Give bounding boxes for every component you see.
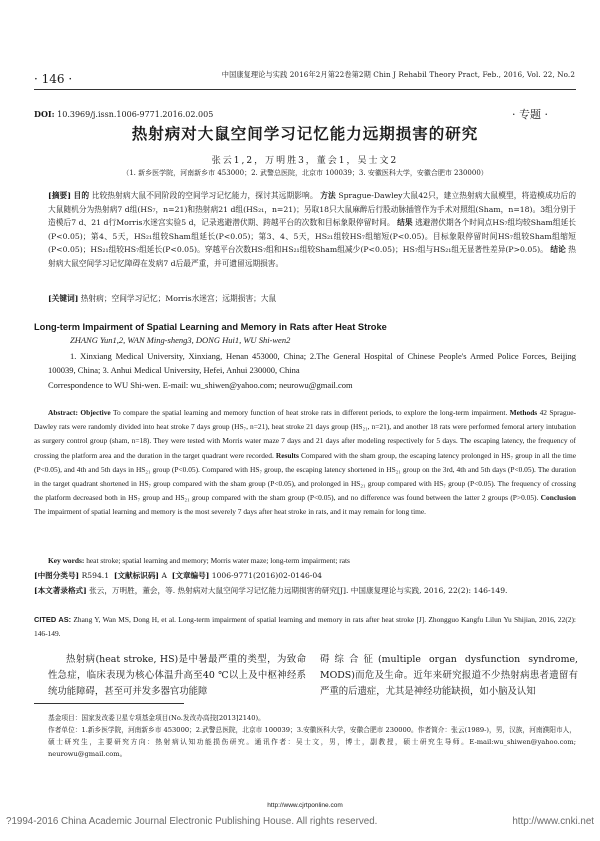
footnotes: [48, 712, 576, 760]
clc-value: R594.1: [81, 571, 110, 580]
running-head: 中国康复理论与实践 2016年2月第22卷第2期 Chin J Rehabil Theory Pract, Feb., 2016, Vol. 22, No.2: [221, 70, 575, 79]
doi-link[interactable]: 10.3969/j.issn.1006-9771.2016.02.005: [57, 110, 214, 119]
footnote-divider: [34, 703, 184, 704]
cited-as-label: CITED AS:: [34, 615, 72, 624]
citation-format-label: [本文著录格式]: [34, 586, 87, 595]
objective-label-en: Objective: [80, 408, 111, 417]
clc-label: [中图分类号]: [34, 571, 80, 580]
body-column-right: 碍综合征(multiple organ dysfunction syndrome, MODS)而危及生命。近年来研究报道不少热射病患者遗留有严重的后遗症，尤其是神经功能缺损，如小脑及认知: [320, 654, 578, 697]
conclusion-label-en: Conclusion: [540, 493, 576, 503]
footnote-fund: 基金项目：国家发改委卫星专项基金项目(No.发改办高技[2013]2140)。: [48, 714, 265, 722]
citation-format-cn: [34, 584, 576, 598]
affiliations-cn: （1. 新乡医学院，河南新乡市 453000；2. 武警总医院，北京市 100039；3. 安徽医科大学，安徽合肥市 230000）: [122, 169, 488, 177]
affiliations-en-text: 1. Xinxiang Medical University, Xinxiang, Henan 453000, China; 2.The General Hospital of Chinese People's Armed Police Forces, Beijing 100039, China; 3. Anhui Medical University, Hefei, Anhui 230000, China: [48, 351, 576, 376]
citation-format-text: 张云，万明胜，董会，等. 热射病对大鼠空间学习记忆能力远期损害的研究[J]. 中国康复理论与实践, 2016, 22(2): 146-149.: [89, 586, 508, 595]
affiliations-en: [48, 349, 576, 392]
body-column-left: 热射病(heat stroke, HS)是中暑最严重的类型，为致命性急症，临床表现为核心体温升高至40 ℃以上及中枢神经系统功能障碍，甚至可并发多器官功能障: [48, 654, 306, 697]
article-no-value: 1006-9771(2016)02-0146-04: [211, 571, 323, 580]
abstract-en-label: Abstract:: [48, 408, 78, 417]
article-no-label: [文章编号]: [171, 571, 210, 580]
article-title-cn: 热射病对大鼠空间学习记忆能力远期损害的研究: [131, 124, 479, 143]
methods-text-cn: Sprague-Dawley大鼠42只，建立热射病大鼠模型，将造模成功后的大鼠随机分为热射病7 d组(HS₇，n=21)和热射病21 d组(HS₂₁，n=21)；另取18只大鼠麻醉后行股动脉插管作为手术对照组(Sham，n=18)。3组分别于造模后7 d、21 d行Morris水迷宫实验5 d，记录逃避潜伏期、跨越平台的次数和目标象限停留时间。: [48, 191, 577, 228]
doi-label: DOI:: [34, 109, 55, 119]
footnote-authors: 作者单位：1.新乡医学院，河南新乡市 453000；2.武警总医院，北京市 100039；3.安徽医科大学，安徽合肥市 230000。作者简介：张云(1989-)，男，汉族，河南濮阳市人，硕士研究生，主要研究方向：热射病认知功能损伤研究。通讯作者：吴士文，男，博士，副教授，硕士研究生导师。E-mail:wu_shiwen@yahoo.com; neurowu@gmail.com。: [48, 726, 576, 758]
objective-text-cn: 比较热射病大鼠不同阶段的空间学习记忆能力，探讨其远期影响。: [91, 191, 318, 200]
doi-line: [34, 109, 213, 119]
cited-as: [34, 613, 576, 641]
keywords-en: [48, 556, 576, 565]
column-label: · 专题 ·: [512, 108, 548, 121]
abstract-cn: [48, 189, 576, 271]
abstract-cn-label: [摘要]: [48, 191, 71, 200]
abstract-en: [34, 406, 576, 520]
correspondence-en: Correspondence to WU Shi-wen. E-mail: wu_shiwen@yahoo.com; neurowu@gmail.com: [48, 379, 353, 390]
keywords-en-label: Key words:: [48, 556, 85, 565]
authors-cn: 张云1,2，万明胜3，董会1，吴士文2: [211, 156, 399, 166]
copyright-bar: [6, 816, 594, 827]
methods-label-cn: 方法: [320, 191, 336, 200]
authors-en: ZHANG Yun1,2, WAN Ming-sheng3, DONG Hui1, WU Shi-wen2: [70, 335, 291, 345]
results-label-cn: 结果: [397, 218, 413, 228]
objective-label-cn: 目的: [73, 191, 90, 200]
cnki-link[interactable]: http://www.cnki.net: [512, 816, 594, 827]
journal-site-link[interactable]: http://www.cjrtponline.com: [267, 802, 343, 809]
header-divider: [34, 89, 576, 90]
page-number: · 146 ·: [34, 72, 73, 86]
conclusion-label-cn: 结论: [550, 245, 566, 255]
copyright-text: ?1994-2016 China Academic Journal Electronic Publishing House. All rights reserved.: [6, 816, 378, 827]
methods-label-en: Methods: [509, 408, 538, 417]
results-label-en: Results: [275, 450, 299, 460]
keywords-cn-text: 热射病；空间学习记忆；Morris水迷宫；远期损害；大鼠: [80, 294, 277, 303]
doc-code-label: [文献标识码]: [113, 571, 160, 580]
cited-as-text: Zhang Y, Wan MS, Dong H, et al. Long-term impairment of spatial learning and memory in rats after heat stroke [J]. Zhongguo Kangfu Lilun Yu Shijian, 2016, 22(2): 146-149.: [34, 615, 576, 638]
results-text-cn: 逃避潜伏期各个时间点HS₇组均较Sham组延长(P<0.05)；第4、5天，HS₂₁组较Sham组延长(P<0.05)；第3、4、5天，HS₂₁组较HS₇组缩短(P<0.05)。目标象限停留时间HS₇组较Sham组缩短(P<0.05)；HS₂₁组较HS₇组延长(P<0.05)。穿越平台次数HS₇组和HS₂₁组较Sham组减少(P<0.05)；HS₇组与HS₂₁组无显著性差异(P>0.05)。: [48, 218, 576, 255]
doc-code-value: A: [161, 571, 167, 580]
methods-text-en: 42 Sprague-Dawley rats were randomly divided into heat stroke 7 days group (HS₇, n=21), heat stroke 21 days group (HS₂₁, n=21), and another 18 rats were performed femoral artery intubation as surgery control group (sham, n=18). They were tested with Morris water maze 7 days and 21 days after modeling respectively for 5 days. The escaping latency, the frequency of crossing the platform area and the duration in the target quadrant were recorded.: [34, 408, 576, 460]
conclusion-text-en: The impairment of spatial learning and memory is the most severely 7 days after heat stroke in rats, and it may remain for long time.: [34, 507, 426, 517]
keywords-en-text: heat stroke; spatial learning and memory; Morris water maze; long-term impairment; rats: [86, 556, 350, 565]
keywords-cn: [48, 293, 576, 304]
article-title-en: Long-term Impairment of Spatial Learning and Memory in Rats after Heat Stroke: [34, 322, 387, 332]
keywords-cn-label: [关键词]: [48, 294, 79, 303]
classification-row: [34, 570, 576, 581]
objective-text-en: To compare the spatial learning and memory function of heat stroke rats in different periods, to explore the long-term impairment.: [112, 408, 508, 417]
results-text-en: Compared with the sham group, the escaping latency prolonged in HS₇ group in all the time (P<0.05), and 4th and 5th days in HS₂₁ group (P<0.05). Compared with HS₇ group, the escaping latency shortened in HS₂₁ group on the 3rd, 4th and 5th days (P<0.05). The duration in the target quadrant shortened in HS₇ group compared with the sham group (P<0.05), and prolonged in HS₂₁ group compared with HS₇ group (P<0.05). The frequency of crossing the platform decreased both in HS₇ group and HS₂₁ group compared with the sham group (P<0.05), and no difference was found between the latter 2 groups (P>0.05).: [34, 450, 576, 503]
conclusion-text-cn: 热射病大鼠空间学习记忆障碍在发病7 d后最严重，并可遗留远期损害。: [48, 245, 576, 268]
